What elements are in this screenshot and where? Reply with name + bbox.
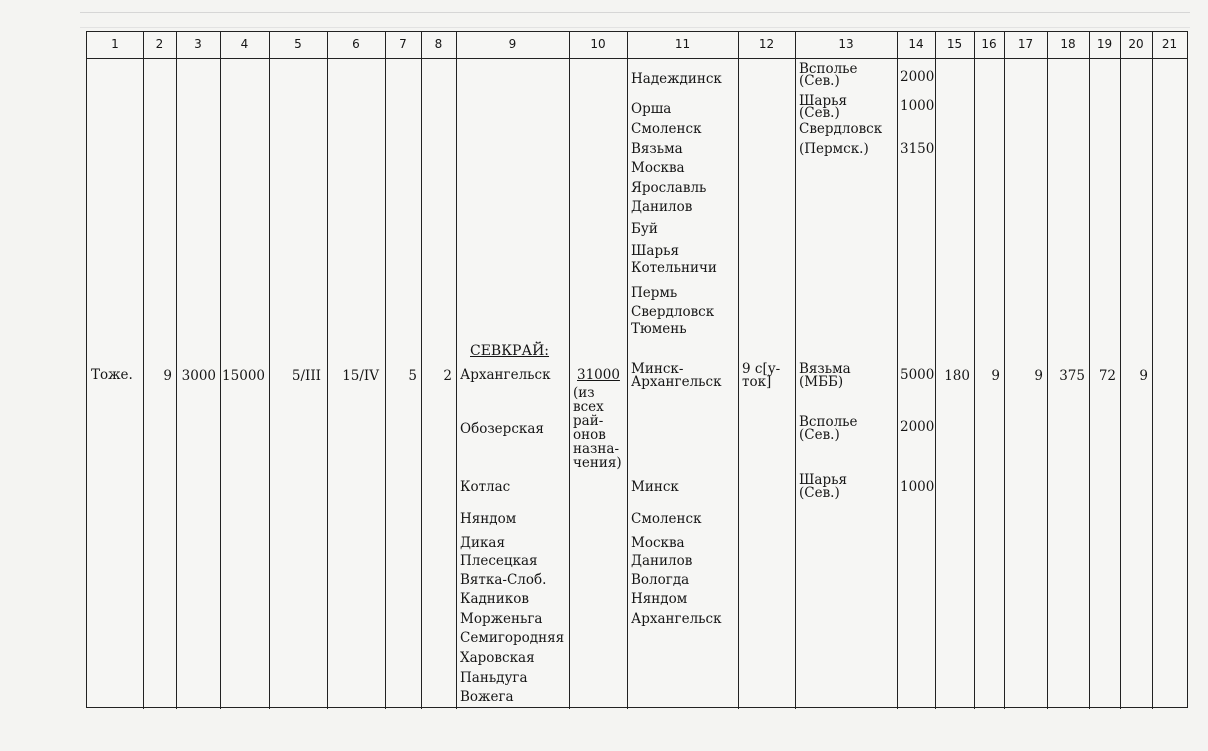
destination-amount: 1000 — [900, 98, 935, 114]
destination-note: (Сев.) — [799, 73, 840, 89]
destination-amount: 5000 — [900, 367, 935, 383]
route-station: Данилов — [631, 553, 693, 569]
header-col-12: 12 — [758, 37, 775, 51]
destination-note: (Сев.) — [799, 485, 840, 501]
destination-note: (Пермск.) — [799, 141, 869, 157]
cell-col-6: 15/IV — [342, 368, 379, 384]
route-station: Котельничи — [631, 260, 717, 276]
header-col-1: 1 — [111, 37, 119, 51]
header-col-10: 10 — [590, 37, 606, 51]
total-note-line: всех — [573, 399, 604, 415]
station: Плесецкая — [460, 553, 538, 569]
header-col-4: 4 — [240, 37, 249, 51]
region-title: СЕВКРАЙ: — [470, 343, 550, 359]
header-bottom-rule — [87, 58, 1187, 59]
station: Дикая — [460, 535, 505, 551]
destination-name: Свердловск — [799, 121, 883, 137]
route-station: Смоленск — [631, 121, 702, 137]
total-amount: 31000 — [577, 367, 620, 383]
header-col-6: 6 — [352, 37, 360, 51]
header-col-15: 15 — [946, 37, 963, 51]
destination-amount: 2000 — [900, 419, 935, 435]
cell-col-20: 9 — [1139, 368, 1148, 384]
col-rule — [738, 32, 739, 709]
route-station: Данилов — [631, 199, 693, 215]
destination-amount: 1000 — [900, 479, 935, 495]
destination-name: Шарья — [799, 472, 847, 488]
destination-name: Вязьма — [799, 361, 851, 377]
header-col-14: 14 — [908, 37, 924, 51]
total-note-line: назна- — [573, 441, 620, 457]
station: Архангельск — [460, 367, 551, 383]
cell-col-5: 5/III — [291, 368, 321, 384]
register-table — [86, 31, 1188, 708]
total-note-line: онов — [573, 427, 606, 443]
total-note-line: рай- — [573, 413, 604, 429]
total-note-line: чения) — [573, 455, 622, 471]
header-col-18: 18 — [1060, 37, 1076, 51]
col-rule — [456, 32, 457, 709]
station: Морженьга — [460, 611, 543, 627]
header-col-20: 20 — [1128, 37, 1144, 51]
route-station: Няндом — [631, 591, 688, 607]
cell-col-3: 3000 — [181, 368, 216, 384]
station: Обозерская — [460, 421, 544, 437]
destination-note: (Сев.) — [799, 427, 840, 443]
duration-line: 9 с[у- — [742, 361, 781, 377]
duration-line: ток] — [742, 374, 772, 390]
header-col-7: 7 — [399, 37, 407, 51]
route-station: Ярославль — [631, 180, 707, 196]
cell-col-19: 72 — [1098, 368, 1116, 384]
cell-col-8: 2 — [443, 368, 452, 384]
header-col-2: 2 — [155, 37, 164, 51]
header-col-3: 3 — [194, 37, 202, 51]
total-note-line: (из — [573, 385, 595, 401]
station: Паньдуга — [460, 670, 528, 686]
header-col-13: 13 — [838, 37, 854, 51]
col-rule — [569, 32, 570, 709]
destination-note: (МББ) — [799, 374, 844, 390]
route-station: Москва — [631, 535, 685, 551]
col-rule — [795, 32, 796, 709]
route-station: Архангельск — [631, 611, 722, 627]
route-station: Шарья — [631, 243, 679, 259]
cell-col-15: 180 — [944, 368, 970, 384]
destination-note: (Сев.) — [799, 105, 840, 121]
header-col-17: 17 — [1017, 37, 1034, 51]
cell-col-17: 9 — [1034, 368, 1043, 384]
header-col-19: 19 — [1096, 37, 1113, 51]
route-station: Москва — [631, 160, 685, 176]
destination-amount: 3150 — [900, 141, 935, 157]
route-station: Смоленск — [631, 511, 702, 527]
bleed-through-header — [80, 12, 1190, 28]
cell-col-7: 5 — [408, 368, 417, 384]
header-col-5: 5 — [294, 37, 302, 51]
row-ditto-mark: Тоже. — [91, 367, 133, 383]
route-station: Архангельск — [631, 374, 722, 390]
destination-name: Всполье — [799, 61, 858, 77]
destination-amount: 2000 — [900, 69, 935, 85]
route-station: Свердловск — [631, 304, 715, 320]
route-station: Минск- — [631, 361, 684, 377]
route-station: Пермь — [631, 285, 678, 301]
station: Кадников — [460, 591, 529, 607]
route-station: Тюмень — [631, 321, 687, 337]
cell-col-4: 15000 — [222, 368, 265, 384]
route-station: Вологда — [631, 572, 690, 588]
header-col-21: 21 — [1161, 37, 1178, 51]
destination-name: Шарья — [799, 93, 847, 109]
route-station: Надеждинск — [631, 71, 722, 87]
station: Котлас — [460, 479, 511, 495]
cell-col-2: 9 — [163, 368, 172, 384]
col-rule — [1152, 32, 1153, 709]
route-station: Буй — [631, 221, 658, 237]
header-col-8: 8 — [434, 37, 443, 51]
station: Вятка-Слоб. — [460, 572, 547, 588]
header-col-9: 9 — [508, 37, 517, 51]
route-station: Вязьма — [631, 141, 683, 157]
station: Вожега — [460, 689, 514, 705]
col-rule — [897, 32, 898, 709]
route-station: Орша — [631, 101, 672, 117]
header-col-11: 11 — [674, 37, 691, 51]
station: Харовская — [460, 650, 535, 666]
cell-col-16: 9 — [991, 368, 1000, 384]
route-station: Минск — [631, 479, 679, 495]
cell-col-18: 375 — [1059, 368, 1085, 384]
destination-name: Всполье — [799, 414, 858, 430]
col-rule — [627, 32, 628, 709]
station: Семигородняя — [460, 630, 565, 646]
header-col-16: 16 — [981, 37, 997, 51]
station: Няндом — [460, 511, 517, 527]
